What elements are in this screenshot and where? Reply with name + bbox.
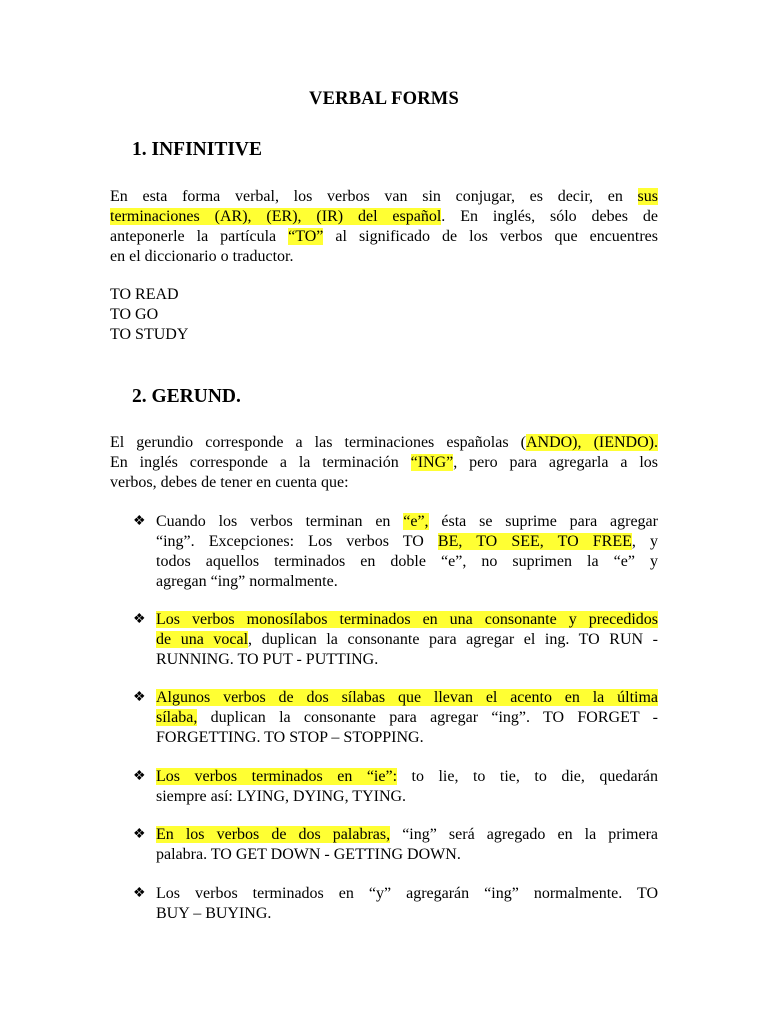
- bullet-text: [156, 884, 658, 924]
- diamond-bullet-icon: ❖: [133, 612, 146, 627]
- highlighted-text: “ING”: [410, 454, 454, 471]
- bullet-text: [156, 512, 658, 592]
- bullet-text: [156, 610, 658, 670]
- paragraph-line: verbos, debes de tener en cuenta que:: [110, 474, 349, 491]
- paragraph-line: en el diccionario o traductor.: [110, 248, 294, 265]
- bullet-line: de una vocal, duplican la consonante para agregar el ing. TO RUN -: [156, 631, 658, 648]
- bullet-line: [156, 688, 658, 708]
- section-heading-gerund: 2. GERUND.: [132, 386, 241, 407]
- diamond-bullet-icon: ❖: [133, 827, 146, 842]
- highlighted-text: sus: [637, 188, 658, 205]
- highlighted-text: ANDO), (IENDO).: [525, 434, 658, 451]
- section-heading-infinitive: 1. INFINITIVE: [132, 139, 263, 160]
- diamond-bullet-icon: ❖: [133, 514, 146, 529]
- gerund-paragraph: [110, 433, 658, 493]
- highlighted-text: Algunos verbos de dos sílabas que llevan el acento en la última: [156, 689, 658, 706]
- paragraph-line: El gerundio corresponde a las terminaciones españolas (ANDO), (IENDO).: [110, 434, 658, 451]
- example-item: TO READ: [110, 286, 179, 303]
- highlighted-text: BE, TO SEE, TO FREE: [437, 533, 632, 550]
- bullet-line: FORGETTING. TO STOP – STOPPING.: [156, 729, 424, 746]
- example-item: TO GO: [110, 306, 159, 323]
- bullet-line: palabra. TO GET DOWN - GETTING DOWN.: [156, 846, 461, 863]
- infinitive-paragraph: [110, 187, 658, 267]
- highlighted-text: “e”,: [403, 513, 429, 530]
- diamond-bullet-icon: ❖: [133, 769, 146, 784]
- bullet-line: BUY – BUYING.: [156, 905, 272, 922]
- paragraph-line: anteponerle la partícula “TO” al significado de los verbos que encuentres: [110, 228, 659, 245]
- bullet-text: [156, 688, 658, 748]
- diamond-bullet-icon: ❖: [133, 886, 146, 901]
- bullet-line: “ing”. Excepciones: Los verbos TO BE, TO SEE, TO FREE, y: [156, 533, 659, 550]
- example-item: TO STUDY: [110, 326, 189, 343]
- bullet-line: En los verbos de dos palabras, “ing” será agregado en la primera: [156, 826, 659, 843]
- bullet-line: agregan “ing” normalmente.: [156, 573, 338, 590]
- infinitive-examples: [110, 285, 188, 345]
- bullet-line: [156, 610, 658, 630]
- bullet-line: todos aquellos terminados en doble “e”, no suprimen la “e” y: [156, 553, 658, 570]
- highlighted-text: Los verbos terminados en “ie”:: [156, 768, 398, 785]
- paragraph-line: En esta forma verbal, los verbos van sin conjugar, es decir, en sus: [110, 188, 658, 205]
- bullet-text: [156, 825, 658, 865]
- diamond-bullet-icon: ❖: [133, 690, 146, 705]
- highlighted-text: En los verbos de dos palabras,: [156, 826, 391, 843]
- paragraph-line: terminaciones (AR), (ER), (IR) del español. En inglés, sólo debes de: [110, 208, 658, 225]
- highlighted-text: de una vocal: [156, 631, 249, 648]
- highlighted-text: Los verbos monosílabos terminados en una consonante y precedidos: [156, 611, 658, 628]
- bullet-line: RUNNING. TO PUT - PUTTING.: [156, 651, 379, 668]
- bullet-line: siempre así: LYING, DYING, TYING.: [156, 788, 407, 805]
- highlighted-text: sílaba,: [156, 709, 198, 726]
- highlighted-text: “TO”: [288, 228, 324, 245]
- bullet-line: Los verbos terminados en “ie”: to lie, to tie, to die, quedarán: [156, 768, 659, 785]
- paragraph-line: En inglés corresponde a la terminación “ING”, pero para agregarla a los: [110, 454, 658, 471]
- bullet-line: Los verbos terminados en “y” agregarán “ing” normalmente. TO: [156, 885, 658, 902]
- page-title: VERBAL FORMS: [309, 89, 459, 109]
- bullet-line: sílaba, duplican la consonante para agregar “ing”. TO FORGET -: [156, 709, 658, 726]
- bullet-line: Cuando los verbos terminan en “e”, ésta se suprime para agregar: [156, 513, 658, 530]
- bullet-text: [156, 767, 658, 807]
- highlighted-text: terminaciones (AR), (ER), (IR) del español: [110, 208, 442, 225]
